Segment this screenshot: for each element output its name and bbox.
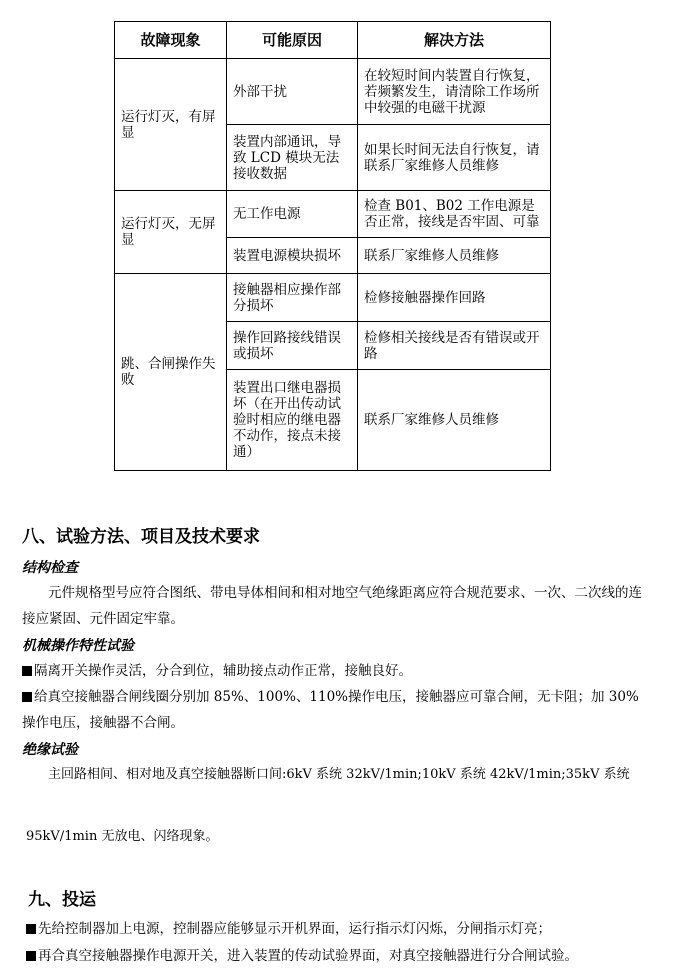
solution-cell: 检查 B01、B02 工作电源是否正常，接线是否牢固、可靠: [358, 191, 551, 238]
cause-cell: 装置内部通讯，导致 LCD 模块无法接收数据: [227, 125, 358, 191]
solution-cell: 检修接触器操作回路: [358, 274, 551, 322]
solution-cell: 如果长时间无法自行恢复，请联系厂家维修人员维修: [358, 125, 551, 191]
solution-cell: 联系厂家维修人员维修: [358, 370, 551, 471]
commissioning-item: [26, 916, 651, 942]
solution-cell: 在较短时间内装置自行恢复，若频繁发生，请清除工作场所中较强的电磁干扰源: [358, 59, 551, 125]
structure-check-title: 结构检查: [22, 560, 78, 576]
insulation-test-text2: 95kV/1min 无放电、闪络现象。: [26, 829, 219, 844]
commissioning-item-text: 先给控制器加上电源，控制器应能够显示开机界面，运行指示灯闪烁，分闸指示灯亮；: [38, 921, 551, 937]
header-symptom: 故障现象: [115, 22, 227, 59]
header-solution: 解决方法: [358, 22, 551, 59]
structure-check-content: 元件规格型号应符合图纸、带电导体相间和相对地空气绝缘距离应符合规范要求、一次、二次线的连接应紧固、元件固定牢靠。: [22, 585, 642, 627]
square-bullet-icon: [26, 951, 36, 961]
mechanical-test-title: 机械操作特性试验: [22, 638, 134, 654]
cause-cell: 外部干扰: [227, 59, 358, 125]
fault-table: [114, 21, 551, 471]
square-bullet-icon: [26, 924, 36, 934]
cause-cell: 装置电源模块损坏: [227, 238, 358, 274]
commissioning-item-text: 再合真空接触器操作电源开关，进入装置的传动试验界面，对真空接触器进行分合闸试验。: [38, 948, 578, 964]
symptom-cell: 跳、合闸操作失败: [115, 274, 227, 471]
symptom-cell: 运行灯灭，无屏显: [115, 191, 227, 274]
section9-title: 九、投运: [28, 890, 96, 910]
mechanical-item-text: 给真空接触器合闸线圈分别加 85%、100%、110%操作电压，接触器应可靠合闸，无卡阻；加 30%操作电压，接触器不合闸。: [22, 689, 639, 731]
solution-cell: 联系厂家维修人员维修: [358, 238, 551, 274]
cause-cell: 操作回路接线错误或损坏: [227, 322, 358, 370]
cause-cell: 接触器相应操作部分损坏: [227, 274, 358, 322]
structure-check-text: [22, 580, 647, 632]
cause-cell: 无工作电源: [227, 191, 358, 238]
mechanical-item-text: 隔离开关操作灵活，分合到位，辅助接点动作正常，接触良好。: [34, 663, 412, 679]
mechanical-item: [22, 658, 647, 684]
insulation-test-text1: 主回路相间、相对地及真空接触器断口间:6kV 系统 32kV/1min;10kV 系统 42kV/1min;35kV 系统: [48, 767, 630, 782]
square-bullet-icon: [22, 666, 32, 676]
square-bullet-icon: [22, 692, 32, 702]
insulation-test-title: 绝缘试验: [22, 742, 78, 758]
mechanical-item: [22, 684, 647, 736]
cause-cell: 装置出口继电器损坏（在开出传动试验时相应的继电器不动作，接点未接通）: [227, 370, 358, 471]
solution-cell: 检修相关接线是否有错误或开路: [358, 322, 551, 370]
symptom-cell: 运行灯灭，有屏显: [115, 59, 227, 191]
section8-title: 八、试验方法、项目及技术要求: [22, 527, 260, 547]
header-cause: 可能原因: [227, 22, 358, 59]
commissioning-item: [26, 943, 651, 969]
